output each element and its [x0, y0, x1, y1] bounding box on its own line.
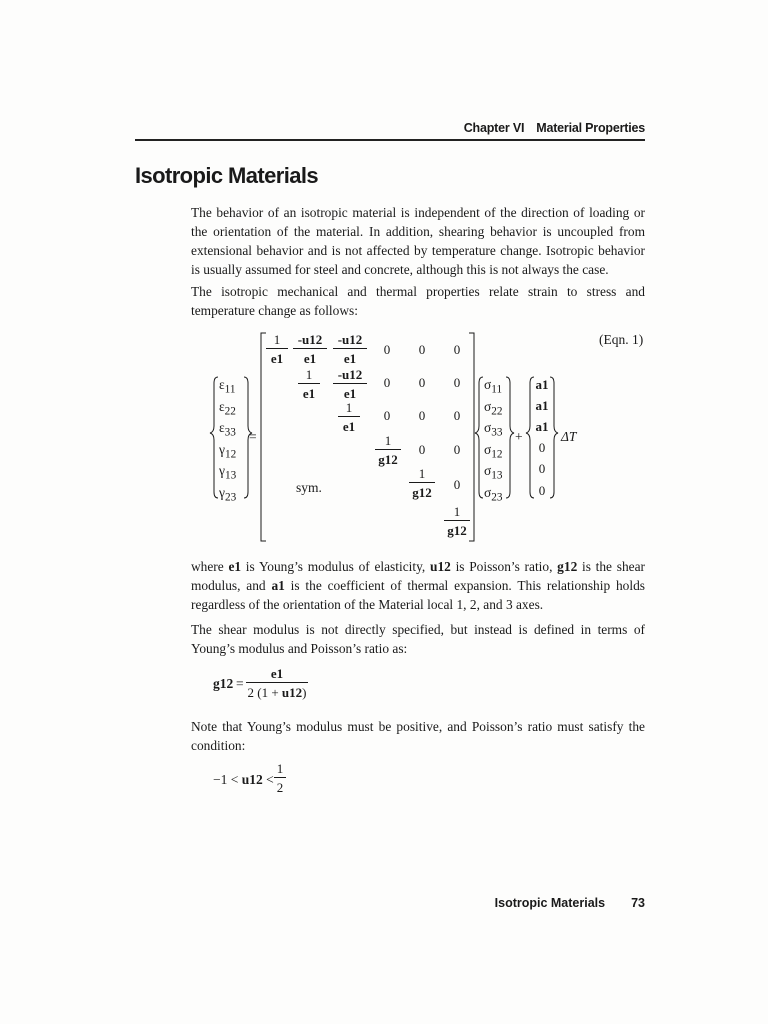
equation-label: (Eqn. 1): [599, 332, 644, 347]
paragraph-condition: Note that Young’s modulus must be positive, and Poisson’s ratio must satisfy the condition:: [191, 719, 645, 753]
matrix-r1c4: 0: [383, 342, 391, 357]
alpha-6: 0: [538, 483, 546, 498]
matrix-r2c5: 0: [418, 375, 426, 390]
strain-e33: $\varepsilon_{33}$: [219, 420, 236, 439]
var-a1: a1: [271, 578, 285, 593]
page-number: 73: [631, 896, 645, 910]
matrix-r2c2: 1 e1: [298, 368, 320, 400]
stress-s12: $\sigma_{12}$: [484, 442, 503, 461]
matrix-r3c3: 1 e1: [338, 401, 360, 433]
matrix-r3c5: 0: [418, 408, 426, 423]
paragraph-relation: The isotropic mechanical and thermal properties relate strain to stress and temperature change as follows:: [191, 284, 645, 318]
stress-s23: $\sigma_{23}$: [484, 485, 503, 504]
matrix-r5c6: 0: [453, 477, 461, 492]
equals-sign: =: [249, 429, 257, 444]
matrix-r1c5: 0: [418, 342, 426, 357]
matrix-r4c6: 0: [453, 442, 461, 457]
stress-s33: $\sigma_{33}$: [484, 420, 503, 439]
strain-g12: $\gamma_{12}$: [219, 442, 237, 461]
alpha-2: a1: [535, 398, 549, 413]
alpha-3: a1: [535, 419, 549, 434]
matrix-r1c1: 1 e1: [266, 333, 288, 365]
var-u12: u12: [430, 559, 451, 574]
matrix-r5c5: 1 g12: [409, 467, 435, 499]
alpha-1: a1: [535, 377, 549, 392]
matrix-r3c6: 0: [453, 408, 461, 423]
paragraph-shear-modulus: The shear modulus is not directly specified, but instead is defined in terms of Young’s modulus and Poisson’s ratio as:: [191, 622, 645, 656]
strain-e22: $\varepsilon_{22}$: [219, 399, 236, 418]
eq2-equals: =: [236, 676, 244, 691]
section-title: Isotropic Materials: [135, 163, 318, 188]
var-g12: g12: [557, 559, 578, 574]
eq3-fraction: 1 2: [274, 762, 286, 794]
matrix-r4c4: 1 g12: [375, 434, 401, 466]
page-footer: [135, 896, 645, 910]
eq3-inequality: −1 < u12 <: [213, 772, 274, 787]
strain-g23: $\gamma_{23}$: [219, 485, 237, 504]
matrix-r1c6: 0: [453, 342, 461, 357]
matrix-r1c2: -u12 e1: [293, 333, 327, 365]
stress-s13: $\sigma_{13}$: [484, 463, 503, 482]
eq2-fraction: e1 2 (1 + u12): [247, 666, 307, 700]
paragraph-definitions: where e1 is Young’s modulus of elasticity, u12 is Poisson’s ratio, g12 is the shear modulus, and a1 is the coefficient of thermal expansion. This relationship holds regardless of the orientation of the Material local 1, 2, and 3 axes.: [191, 559, 645, 612]
stress-s22: $\sigma_{22}$: [484, 399, 503, 418]
eq2-lhs: g12: [213, 676, 234, 691]
alpha-4: 0: [538, 440, 546, 455]
alpha-5: 0: [538, 461, 546, 476]
strain-g13: $\gamma_{13}$: [219, 463, 237, 482]
matrix-r4c5: 0: [418, 442, 426, 457]
matrix-r2c6: 0: [453, 375, 461, 390]
matrix-r6c6: 1 g12: [444, 505, 470, 537]
stress-s11: $\sigma_{11}$: [484, 377, 503, 396]
header-chapter: Chapter VI: [463, 121, 525, 135]
matrix-r2c4: 0: [383, 375, 391, 390]
var-e1: e1: [228, 559, 242, 574]
footer-section: Isotropic Materials: [494, 896, 606, 910]
matrix-r1c3: -u12 e1: [333, 333, 367, 365]
matrix-r3c4: 0: [383, 408, 391, 423]
header-title: Material Properties: [536, 121, 645, 135]
matrix-sym-label: sym.: [296, 480, 322, 495]
paragraph-intro: The behavior of an isotropic material is independent of the direction of loading or the orientation of the material. In addition, shearing behavior is uncoupled from extensional behavior and is not affected by temperature change. Isotropic behavior is usually assumed for steel and concrete, although this is not always the case.: [191, 205, 645, 277]
delta-t: ΔT: [561, 429, 577, 444]
plus-sign: +: [515, 429, 523, 444]
matrix-r2c3: -u12 e1: [333, 368, 367, 400]
strain-e11: $\varepsilon_{11}$: [219, 377, 236, 396]
